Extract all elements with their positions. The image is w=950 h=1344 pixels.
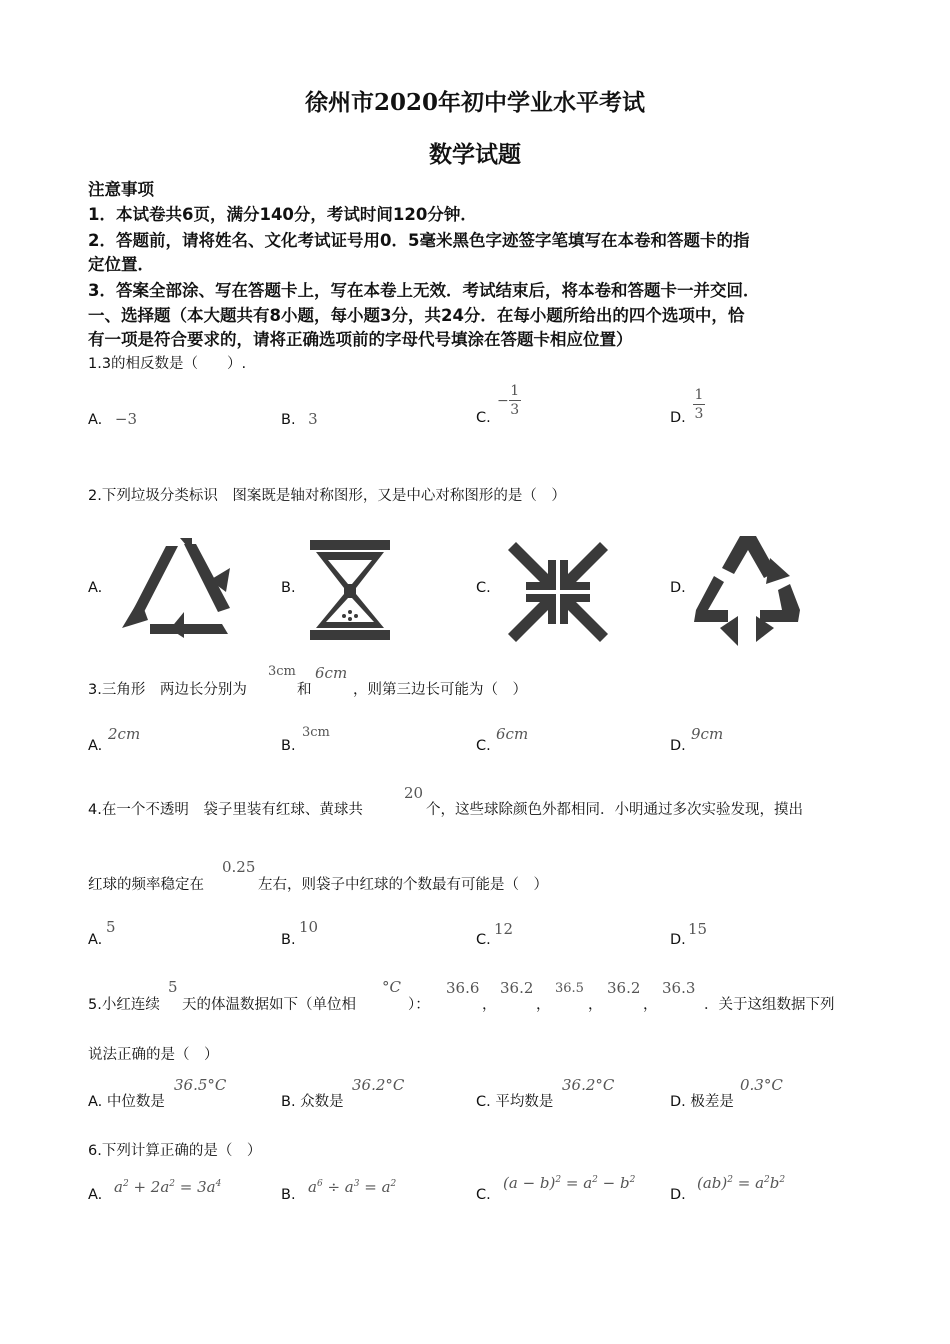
q3-stem-part-3: ，则第三边长可能为（ ） bbox=[353, 682, 527, 698]
q5-temp-5: 36.3 bbox=[662, 979, 696, 997]
q5-stem-part-1: 5.小红连续 bbox=[88, 997, 160, 1013]
q4-d-label: D. bbox=[670, 932, 686, 948]
q4-c-value: 12 bbox=[494, 920, 514, 938]
note-1: 1．本试卷共6页，满分140分，考试时间120分钟． bbox=[88, 205, 477, 224]
q1-option-c bbox=[476, 410, 491, 426]
q5-c-value: 36.2°C bbox=[562, 1076, 615, 1094]
q2-d-label: D. bbox=[670, 580, 686, 596]
q4-frequency: 0.25 bbox=[222, 858, 256, 876]
q3-a-label: A. bbox=[88, 738, 103, 754]
q1-option-d bbox=[670, 410, 686, 426]
q4-c-label: C. bbox=[476, 932, 491, 948]
q2-stem: 2.下列垃圾分类标识 图案既是轴对称图形，又是中心对称图形的是（ ） bbox=[88, 488, 566, 504]
q1-b-value: 3 bbox=[308, 410, 318, 428]
recycle-arrows-icon bbox=[694, 532, 802, 646]
q5-comma-2: ， bbox=[536, 997, 551, 1013]
four-arrows-inward-icon bbox=[508, 542, 608, 642]
q4-a-value: 5 bbox=[106, 918, 116, 936]
q5-a-value: 36.5°C bbox=[174, 1076, 227, 1094]
note-3: 3．答案全部涂、写在答题卡上，写在本卷上无效．考试结束后，将本卷和答题卡一并交回． bbox=[88, 281, 760, 300]
q3-stem-part-1: 3.三角形 两边长分别为 bbox=[88, 682, 247, 698]
q5-a-label: A. 中位数是 bbox=[88, 1094, 165, 1110]
q5-stem-part-3: ）： bbox=[408, 997, 430, 1013]
q4-stem-part-2: 个，这些球除颜色外都相同．小明通过多次实验发现，摸出 bbox=[426, 802, 803, 818]
q6-c-label: C. bbox=[476, 1187, 491, 1203]
q5-b-value: 36.2°C bbox=[352, 1076, 405, 1094]
q1-b-label: B. bbox=[281, 412, 296, 428]
q5-comma-4: ， bbox=[643, 997, 658, 1013]
q2-b-label: B. bbox=[281, 580, 296, 596]
q5-temp-2: 36.2 bbox=[500, 979, 534, 997]
q6-stem: 6.下列计算正确的是（ ） bbox=[88, 1143, 262, 1159]
q4-stem-part-3: 红球的频率稳定在 bbox=[88, 877, 204, 893]
q5-temp-3: 36.5 bbox=[555, 981, 584, 996]
q5-b-label: B. 众数是 bbox=[281, 1094, 344, 1110]
q3-a-value: 2cm bbox=[108, 725, 141, 743]
q4-b-value: 10 bbox=[299, 918, 319, 936]
notes-heading: 注意事项 bbox=[88, 180, 154, 199]
q1-c-label: C. bbox=[476, 410, 491, 426]
q1-option-b bbox=[281, 410, 318, 428]
q3-b-label: B. bbox=[281, 738, 296, 754]
q1-d-fraction bbox=[693, 384, 705, 421]
q1-c-numerator: 1 bbox=[510, 383, 520, 399]
q6-b-label: B. bbox=[281, 1187, 296, 1203]
q6-a-formula: $a^2 + 2a^2 = 3a^4$ bbox=[114, 1178, 222, 1196]
q6-c-formula: $(a - b)^2 = a^2 - b^2$ bbox=[503, 1174, 636, 1192]
q5-d-label: D. 极差是 bbox=[670, 1094, 734, 1110]
q1-a-label: A. bbox=[88, 412, 103, 428]
hourglass-icon bbox=[310, 540, 390, 640]
q5-stem-part-4: ．关于这组数据下列 bbox=[704, 997, 835, 1013]
section-1-line-2: 有一项是符合要求的，请将正确选项前的字母代号填涂在答题卡相应位置） bbox=[88, 330, 633, 349]
exam-title: 徐州市2020年初中学业水平考试 bbox=[304, 89, 645, 116]
q4-stem-part-4: 左右，则袋子中红球的个数最有可能是（ ） bbox=[258, 877, 548, 893]
q5-stem-part-2: 天的体温数据如下（单位相 bbox=[182, 997, 356, 1013]
section-1-line-1: 一、选择题（本大题共有8小题，每小题3分，共24分．在每小题所给出的四个选项中，恰 bbox=[88, 306, 745, 325]
recycle-triangle-icon bbox=[122, 538, 236, 640]
q5-stem-part-5: 说法正确的是（ ） bbox=[88, 1047, 219, 1063]
q3-b-value: 3cm bbox=[302, 725, 330, 740]
q2-c-label: C. bbox=[476, 580, 491, 596]
q5-comma-1: ， bbox=[482, 997, 497, 1013]
q5-temp-1: 36.6 bbox=[446, 979, 480, 997]
q6-a-label: A. bbox=[88, 1187, 103, 1203]
exam-subtitle: 数学试题 bbox=[429, 141, 521, 168]
q1-c-sign: − bbox=[497, 392, 509, 409]
q2-a-label: A. bbox=[88, 580, 103, 596]
q3-d-label: D. bbox=[670, 738, 686, 754]
q5-unit: °C bbox=[382, 978, 401, 996]
q1-d-numerator: 1 bbox=[694, 387, 704, 403]
note-2-line-1: 2．答题前，请将姓名、文化考试证号用0．5毫米黑色字迹签字笔填写在本卷和答题卡的指 bbox=[88, 231, 750, 250]
q1-stem: 1.3的相反数是（ ）. bbox=[88, 356, 247, 372]
q3-stem-part-2: 和 bbox=[297, 682, 312, 698]
q4-b-label: B. bbox=[281, 932, 296, 948]
q3-c-value: 6cm bbox=[496, 725, 529, 743]
q6-b-formula: $a^6 \div a^3 = a^2$ bbox=[308, 1178, 397, 1196]
q5-c-label: C. 平均数是 bbox=[476, 1094, 554, 1110]
q1-a-value: −3 bbox=[114, 410, 138, 428]
note-2-line-2: 定位置． bbox=[88, 255, 154, 274]
q6-d-formula: $(ab)^2 = a^2b^2$ bbox=[697, 1174, 786, 1192]
q4-a-label: A. bbox=[88, 932, 103, 948]
q1-d-label: D. bbox=[670, 410, 686, 426]
q3-d-value: 9cm bbox=[691, 725, 724, 743]
q1-c-fraction bbox=[497, 384, 521, 417]
q3-c-label: C. bbox=[476, 738, 491, 754]
q3-length-1: 3cm bbox=[268, 664, 296, 679]
q5-temp-4: 36.2 bbox=[607, 979, 641, 997]
q3-length-2: 6cm bbox=[315, 664, 348, 682]
q5-d-value: 0.3°C bbox=[740, 1076, 783, 1094]
q6-d-label: D. bbox=[670, 1187, 686, 1203]
q1-d-denominator: 3 bbox=[694, 406, 704, 422]
q4-total-balls: 20 bbox=[404, 784, 424, 802]
q4-stem-part-1: 4.在一个不透明 袋子里装有红球、黄球共 bbox=[88, 802, 363, 818]
q4-d-value: 15 bbox=[688, 920, 708, 938]
q1-option-a bbox=[88, 410, 137, 428]
q5-days: 5 bbox=[168, 978, 178, 996]
q1-c-denominator: 3 bbox=[510, 402, 520, 418]
q5-comma-3: ， bbox=[588, 997, 603, 1013]
